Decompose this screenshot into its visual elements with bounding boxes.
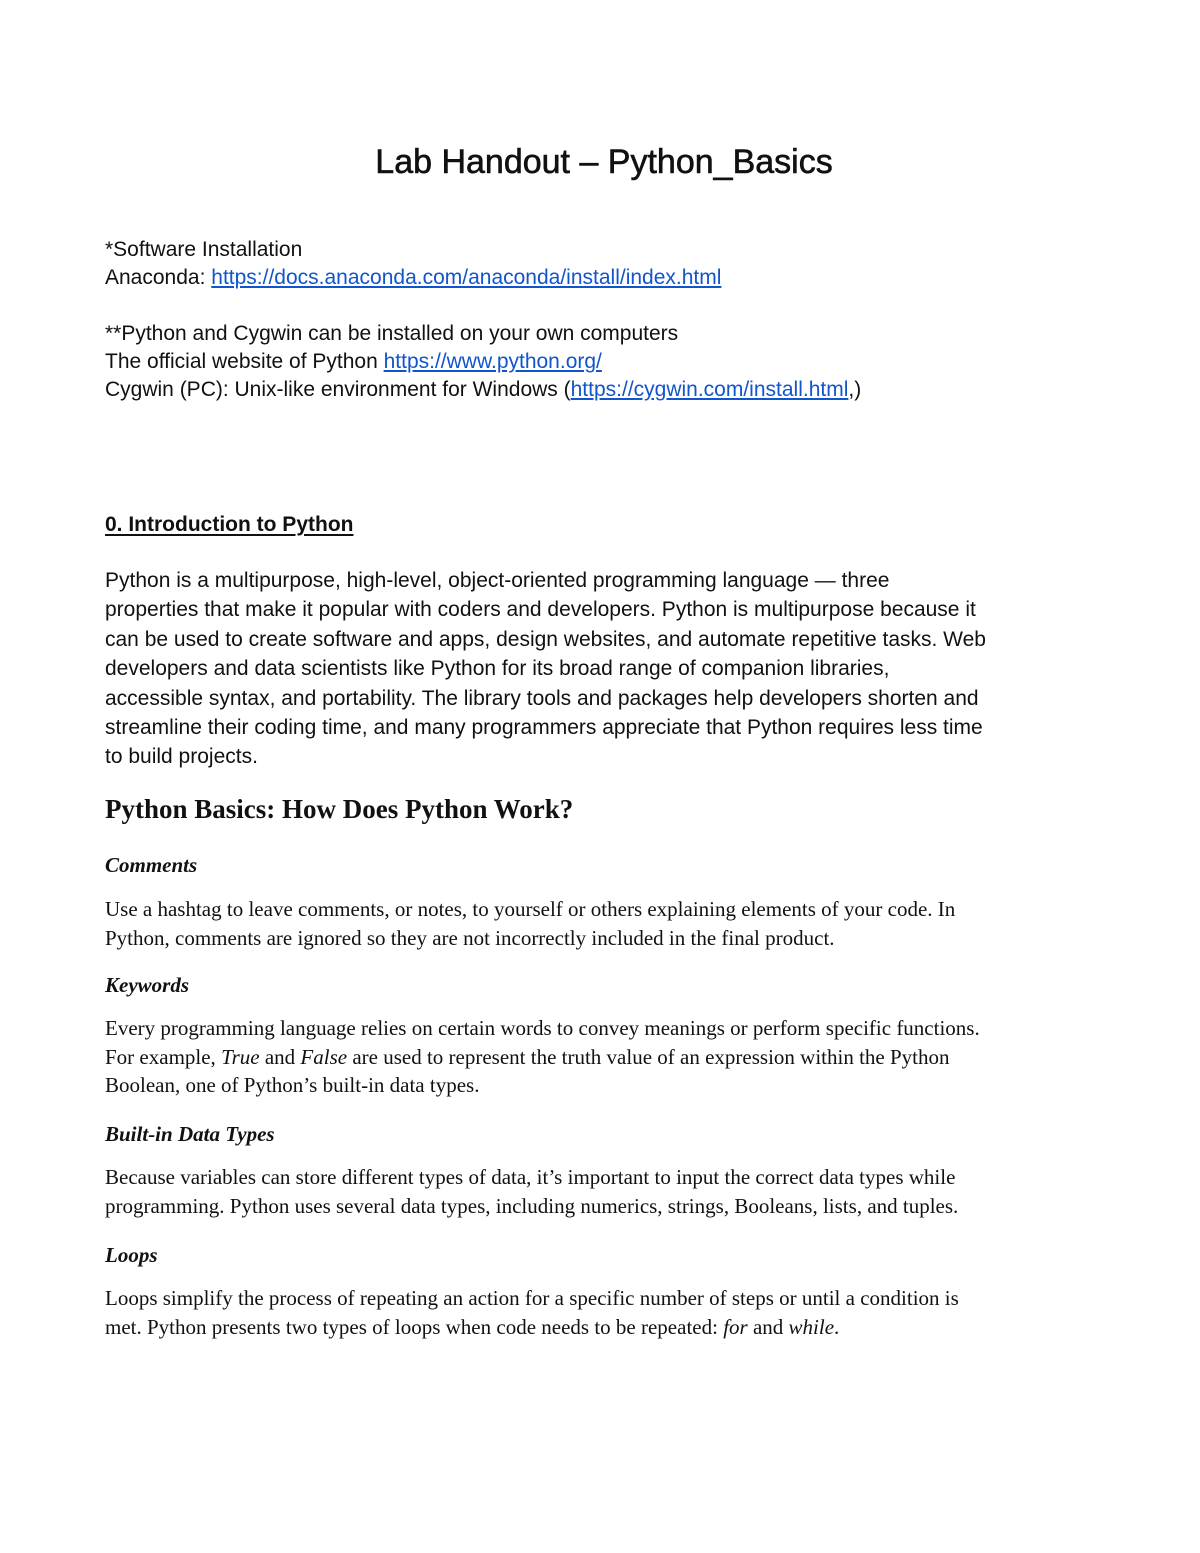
comments-paragraph [105, 895, 1105, 952]
install-heading: *Software Installation [105, 238, 303, 261]
loops-text: met. Python presents two types of loops when code needs to be repeated: [105, 1314, 724, 1339]
keywords-line: Boolean, one of Python’s built-in data types. [105, 1073, 480, 1097]
intro-line: accessible syntax, and portability. The library tools and packages help developers shorten and [105, 686, 979, 710]
keywords-line [105, 1043, 1105, 1072]
cygwin-link[interactable]: https://cygwin.com/install.html [570, 378, 849, 401]
intro-line: developers and data scientists like Python for its broad range of companion libraries, [105, 657, 890, 681]
loops-paragraph [105, 1284, 1105, 1341]
intro-line: streamline their coding time, and many programmers appreciate that Python requires less time [105, 716, 983, 740]
loops-line [105, 1313, 1105, 1342]
keyword-while: while [788, 1314, 835, 1339]
python-website-label: The official website of Python [105, 350, 384, 373]
keywords-heading: Keywords [105, 973, 189, 997]
anaconda-link[interactable]: https://docs.anaconda.com/anaconda/install/index.html [211, 266, 722, 289]
intro-line: Python is a multipurpose, high-level, object-oriented programming language — three [105, 569, 890, 592]
comments-line: Use a hashtag to leave comments, or notes, to yourself or others explaining elements of your code. In [105, 897, 956, 921]
intro-paragraph [105, 566, 1105, 772]
keywords-paragraph [105, 1014, 1105, 1100]
datatypes-line: Because variables can store different types of data, it’s important to input the correct data types while [105, 1165, 956, 1189]
cygwin-line [105, 376, 1105, 404]
keywords-text: For example, [105, 1044, 222, 1069]
python-website-line [105, 348, 1105, 376]
loops-text: and [747, 1314, 789, 1339]
page-title: Lab Handout – Python_Basics [375, 143, 833, 181]
intro-heading: 0. Introduction to Python [105, 513, 354, 536]
cygwin-suffix: ,) [848, 378, 862, 401]
anaconda-line [105, 264, 1105, 292]
comments-line: Python, comments are ignored so they are not incorrectly included in the final product. [105, 925, 835, 950]
keyword-true: True [221, 1044, 260, 1069]
keywords-text: are used to represent the truth value of an expression within the Python [347, 1044, 950, 1069]
loops-line: Loops simplify the process of repeating an action for a specific number of steps or until a condition is [105, 1286, 959, 1310]
keyword-for: for [723, 1314, 748, 1339]
cygwin-label: Cygwin (PC): Unix-like environment for Windows ( [105, 378, 571, 401]
keywords-line: Every programming language relies on certain words to convey meanings or perform specific functions. [105, 1016, 980, 1040]
python-link[interactable]: https://www.python.org/ [383, 350, 602, 373]
anaconda-label: Anaconda: [105, 266, 212, 289]
keyword-false: False [300, 1044, 348, 1069]
intro-line: properties that make it popular with coders and developers. Python is multipurpose because it [105, 598, 976, 622]
intro-line: can be used to create software and apps, design websites, and automate repetitive tasks. Web [105, 627, 986, 651]
intro-line: to build projects. [105, 745, 258, 769]
python-cygwin-section [105, 320, 1105, 404]
comments-heading: Comments [105, 853, 198, 877]
software-installation-section [105, 236, 1105, 292]
datatypes-heading: Built-in Data Types [105, 1122, 275, 1146]
datatypes-paragraph [105, 1163, 1105, 1220]
basics-heading: Python Basics: How Does Python Work? [105, 794, 574, 824]
extras-heading: **Python and Cygwin can be installed on your own computers [105, 322, 679, 345]
datatypes-line: programming. Python uses several data types, including numerics, strings, Booleans, lists, and tuples. [105, 1193, 959, 1218]
keywords-text: and [259, 1044, 301, 1069]
loops-text: . [834, 1314, 840, 1339]
loops-heading: Loops [105, 1243, 158, 1267]
